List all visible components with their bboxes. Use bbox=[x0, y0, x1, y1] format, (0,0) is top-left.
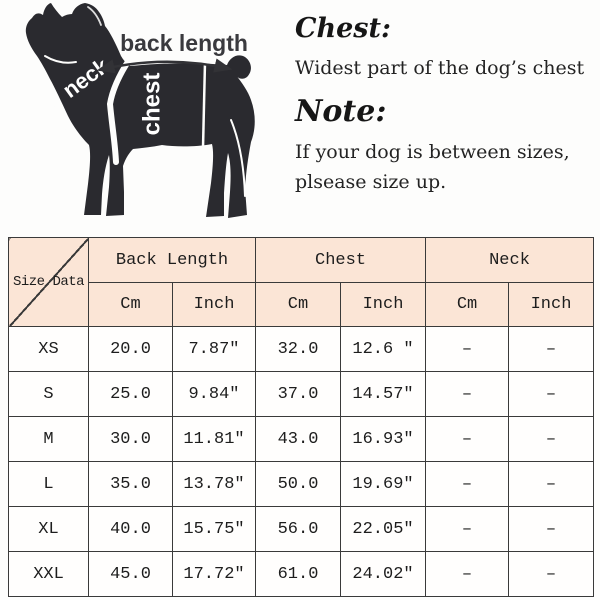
size-label: XXL bbox=[9, 552, 89, 597]
table-cell: 37.0 bbox=[256, 372, 341, 417]
unit-header: Cm bbox=[89, 283, 173, 327]
chest-measure-label: chest bbox=[138, 72, 166, 136]
table-row bbox=[9, 462, 594, 507]
column-group-neck: Neck bbox=[426, 238, 594, 283]
size-table-section bbox=[8, 237, 594, 597]
unit-header: Inch bbox=[341, 283, 426, 327]
table-cell: 14.57″ bbox=[341, 372, 426, 417]
size-label: XL bbox=[9, 507, 89, 552]
table-cell: 16.93″ bbox=[341, 417, 426, 462]
table-cell: – bbox=[426, 552, 509, 597]
column-group-chest: Chest bbox=[256, 238, 426, 283]
chest-heading: Chest: bbox=[295, 13, 391, 44]
table-cell: 11.81″ bbox=[173, 417, 256, 462]
table-cell: – bbox=[509, 417, 594, 462]
table-row bbox=[9, 327, 594, 372]
note-line-1: If your dog is between sizes, bbox=[295, 141, 570, 164]
column-group-back-length: Back Length bbox=[89, 238, 256, 283]
table-cell: – bbox=[426, 372, 509, 417]
table-row bbox=[9, 552, 594, 597]
size-label: L bbox=[9, 462, 89, 507]
size-table bbox=[8, 237, 594, 597]
measurement-diagram-section bbox=[0, 0, 600, 232]
note-text bbox=[295, 137, 597, 198]
note-line-2: plsease size up. bbox=[295, 171, 447, 194]
table-cell: 32.0 bbox=[256, 327, 341, 372]
table-cell: – bbox=[426, 417, 509, 462]
table-cell: – bbox=[509, 507, 594, 552]
table-cell: 25.0 bbox=[89, 372, 173, 417]
table-cell: – bbox=[426, 462, 509, 507]
table-cell: 43.0 bbox=[256, 417, 341, 462]
table-cell: 24.02″ bbox=[341, 552, 426, 597]
table-cell: 35.0 bbox=[89, 462, 173, 507]
dog-silhouette-illustration bbox=[0, 0, 290, 232]
size-label: M bbox=[9, 417, 89, 462]
table-cell: 22.05″ bbox=[341, 507, 426, 552]
chest-description: Widest part of the dog’s chest bbox=[295, 56, 585, 79]
table-cell: 12.6 ″ bbox=[341, 327, 426, 372]
table-cell: – bbox=[426, 507, 509, 552]
table-cell: – bbox=[509, 552, 594, 597]
unit-header: Inch bbox=[173, 283, 256, 327]
size-label: XS bbox=[9, 327, 89, 372]
unit-header: Cm bbox=[426, 283, 509, 327]
table-cell: 61.0 bbox=[256, 552, 341, 597]
table-cell: – bbox=[509, 372, 594, 417]
table-cell: 9.84″ bbox=[173, 372, 256, 417]
table-header-group-row bbox=[9, 238, 594, 283]
unit-header: Cm bbox=[256, 283, 341, 327]
note-heading: Note: bbox=[295, 94, 387, 130]
table-cell: 30.0 bbox=[89, 417, 173, 462]
size-label: S bbox=[9, 372, 89, 417]
table-cell: 7.87″ bbox=[173, 327, 256, 372]
table-cell: 17.72″ bbox=[173, 552, 256, 597]
table-cell: 15.75″ bbox=[173, 507, 256, 552]
table-cell: 20.0 bbox=[89, 327, 173, 372]
table-row bbox=[9, 417, 594, 462]
measurement-notes bbox=[295, 14, 597, 198]
table-cell: 56.0 bbox=[256, 507, 341, 552]
table-cell: – bbox=[509, 462, 594, 507]
table-cell: 45.0 bbox=[89, 552, 173, 597]
table-cell: 19.69″ bbox=[341, 462, 426, 507]
neck-measure-label: neck bbox=[57, 53, 114, 103]
table-row bbox=[9, 507, 594, 552]
unit-header: Inch bbox=[509, 283, 594, 327]
back-length-label: back length bbox=[120, 30, 248, 56]
corner-cell: Size Data bbox=[9, 238, 89, 327]
table-cell: 13.78″ bbox=[173, 462, 256, 507]
table-cell: 50.0 bbox=[256, 462, 341, 507]
table-header-unit-row bbox=[9, 283, 594, 327]
table-row bbox=[9, 372, 594, 417]
table-cell: – bbox=[426, 327, 509, 372]
table-cell: – bbox=[509, 327, 594, 372]
table-cell: 40.0 bbox=[89, 507, 173, 552]
